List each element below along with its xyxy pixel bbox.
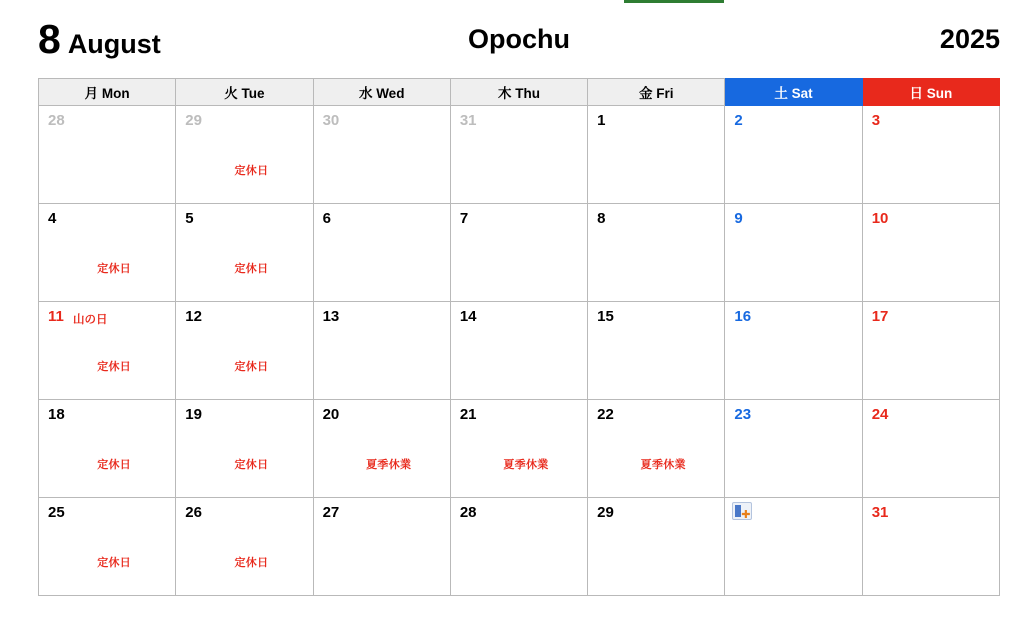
add-image-icon[interactable] <box>732 502 752 520</box>
day-cell[interactable] <box>39 498 176 596</box>
day-cell[interactable] <box>725 106 862 204</box>
weekday-header-tue: 火 Tue <box>176 79 313 106</box>
day-cell[interactable] <box>725 302 862 400</box>
day-number: 2 <box>734 112 743 129</box>
day-number: 13 <box>322 308 340 325</box>
day-number: 9 <box>734 210 743 227</box>
day-number: 23 <box>734 406 752 423</box>
day-event: 定休日 <box>234 459 269 471</box>
day-cell[interactable] <box>725 498 862 596</box>
day-number: 10 <box>871 210 889 227</box>
day-cell[interactable] <box>450 204 587 302</box>
day-event: 夏季休業 <box>640 459 686 471</box>
day-cell[interactable] <box>588 498 725 596</box>
day-cell[interactable] <box>862 302 999 400</box>
weekday-header-row <box>39 79 1000 106</box>
day-cell[interactable] <box>588 400 725 498</box>
day-number: 28 <box>459 504 477 521</box>
day-event: 夏季休業 <box>503 459 549 471</box>
calendar-week-row <box>39 106 1000 204</box>
month-name: August <box>67 28 161 59</box>
month-title <box>38 16 161 63</box>
weekday-header-wed: 水 Wed <box>313 79 450 106</box>
day-cell[interactable] <box>313 204 450 302</box>
day-event: 定休日 <box>234 557 269 569</box>
day-event: 定休日 <box>97 557 132 569</box>
weekday-header-mon: 月 Mon <box>39 79 176 106</box>
day-number: 31 <box>871 504 889 521</box>
day-number: 17 <box>871 308 889 325</box>
day-number: 29 <box>185 112 202 129</box>
day-number: 25 <box>48 504 65 521</box>
calendar-week-row <box>39 302 1000 400</box>
day-cell[interactable] <box>862 106 999 204</box>
day-cell[interactable] <box>176 498 313 596</box>
day-cell[interactable] <box>313 302 450 400</box>
day-number: 12 <box>185 308 202 325</box>
day-number: 21 <box>459 406 477 423</box>
day-cell[interactable] <box>313 498 450 596</box>
day-cell[interactable] <box>176 400 313 498</box>
day-cell[interactable] <box>862 498 999 596</box>
day-number: 16 <box>734 308 752 325</box>
day-number: 8 <box>597 210 606 227</box>
day-number: 1 <box>597 112 606 129</box>
day-event: 夏季休業 <box>366 459 412 471</box>
day-number: 28 <box>48 112 65 129</box>
day-number: 20 <box>322 406 340 423</box>
weekday-header-thu: 木 Thu <box>450 79 587 106</box>
day-number: 18 <box>48 406 65 423</box>
day-cell[interactable] <box>39 106 176 204</box>
day-cell[interactable] <box>588 204 725 302</box>
calendar-week-row <box>39 204 1000 302</box>
calendar-header <box>38 0 1000 78</box>
day-number: 7 <box>459 210 469 227</box>
day-cell[interactable] <box>588 302 725 400</box>
day-cell[interactable] <box>313 106 450 204</box>
day-cell[interactable] <box>725 400 862 498</box>
day-number: 14 <box>459 308 477 325</box>
year-label: 2025 <box>939 23 1000 54</box>
month-number: 8 <box>38 15 60 62</box>
day-cell[interactable] <box>313 400 450 498</box>
day-event: 定休日 <box>234 165 269 177</box>
day-cell[interactable] <box>450 498 587 596</box>
day-cell[interactable] <box>862 400 999 498</box>
weekday-header-fri: 金 Fri <box>588 79 725 106</box>
day-cell[interactable] <box>450 400 587 498</box>
day-cell[interactable] <box>725 204 862 302</box>
day-number: 4 <box>48 210 57 227</box>
day-number: 11 <box>48 308 64 325</box>
day-number: 26 <box>185 504 202 521</box>
weekday-header-sat: 土 Sat <box>725 79 862 106</box>
day-cell[interactable] <box>39 204 176 302</box>
day-number: 15 <box>597 308 614 325</box>
calendar-table <box>38 78 1000 596</box>
calendar-page <box>38 0 1000 596</box>
day-number: 27 <box>322 504 340 521</box>
day-number: 22 <box>597 406 614 423</box>
day-cell[interactable] <box>176 106 313 204</box>
holiday-label: 山の日 <box>73 314 108 326</box>
day-number: 29 <box>597 504 614 521</box>
day-event: 定休日 <box>234 361 269 373</box>
day-event: 定休日 <box>234 263 269 275</box>
day-number: 24 <box>871 406 889 423</box>
day-number: 19 <box>185 406 202 423</box>
day-number: 31 <box>459 112 477 129</box>
day-cell[interactable] <box>176 204 313 302</box>
day-event: 定休日 <box>97 361 132 373</box>
day-event: 定休日 <box>97 263 132 275</box>
calendar-week-row <box>39 498 1000 596</box>
calendar-week-row <box>39 400 1000 498</box>
day-event: 定休日 <box>97 459 132 471</box>
day-number: 6 <box>322 210 331 227</box>
day-cell[interactable] <box>450 302 587 400</box>
day-cell[interactable] <box>862 204 999 302</box>
day-number: 5 <box>185 210 194 227</box>
calendar-title: Opochu <box>468 23 570 54</box>
day-cell[interactable] <box>39 302 176 400</box>
weekday-header-sun: 日 Sun <box>862 79 999 106</box>
day-cell[interactable] <box>176 302 313 400</box>
day-cell[interactable] <box>588 106 725 204</box>
day-cell[interactable] <box>39 400 176 498</box>
day-number: 30 <box>322 112 340 129</box>
day-cell[interactable] <box>450 106 587 204</box>
day-number: 3 <box>871 112 881 129</box>
